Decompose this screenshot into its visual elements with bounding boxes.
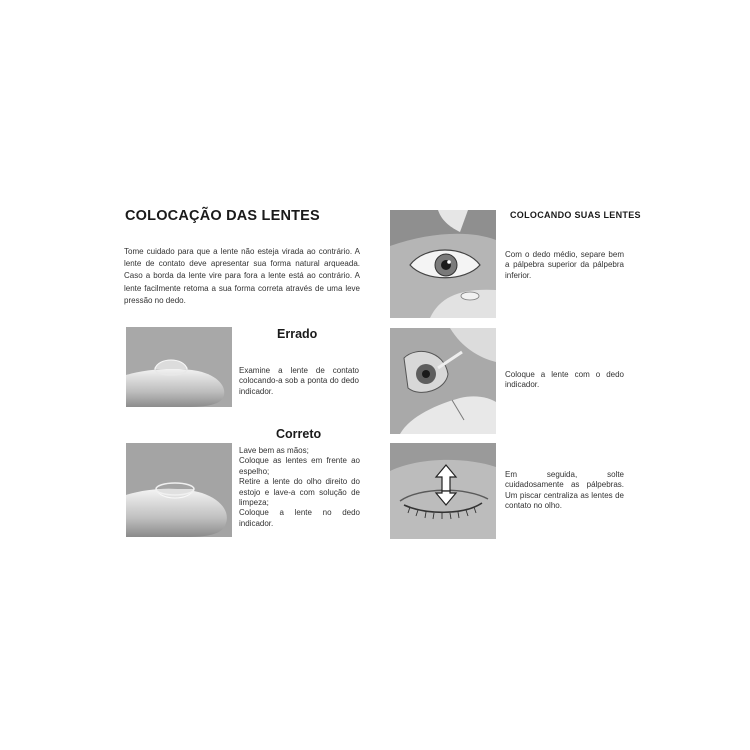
correct-step: Coloque as lentes em frente ao espelho;: [239, 456, 360, 476]
finger-illustration: [126, 443, 232, 537]
closed-eye-photo: [390, 443, 496, 539]
closed-eye-illustration: [390, 443, 496, 539]
correct-step: Retire a lente do olho direito do estojo e lave-a com solução de limpeza;: [239, 477, 360, 508]
step-2-text: Coloque a lente com o dedo indicador.: [505, 370, 624, 390]
section-title: COLOCANDO SUAS LENTES: [510, 210, 641, 220]
wrong-lens-photo: [126, 327, 232, 407]
insert-illustration: [390, 328, 496, 434]
step-1-text: Com o dedo médio, separe bem a pálpebra superior da pálpebra inferior.: [505, 250, 624, 280]
step-3-text: Em seguida, solte cuidadosamente as pálpebras. Um piscar centraliza as lentes de contato no olho.: [505, 470, 624, 511]
correct-step: Lave bem as mãos;: [239, 446, 309, 455]
correct-heading: Correto: [276, 427, 322, 441]
correct-step: Coloque a lente no dedo indicador.: [239, 508, 360, 528]
correct-lens-photo: [126, 443, 232, 537]
insert-lens-photo: [390, 328, 496, 434]
wrong-heading: Errado: [277, 327, 318, 341]
intro-paragraph: Tome cuidado para que a lente não esteja virada ao contrário. A lente de contato deve apresentar sua forma natural arqueada. Caso a borda da lente vire para fora a lente está ao contrário. A lente facilmente retoma a sua forma correta através de uma leve pressão no dedo.: [124, 247, 360, 305]
eye-illustration: [390, 210, 496, 318]
eye-open-photo: [390, 210, 496, 318]
page-title: COLOCAÇÃO DAS LENTES: [125, 208, 320, 224]
wrong-text: Examine a lente de contato colocando-a sob a ponta do dedo indicador.: [239, 366, 359, 396]
finger-illustration: [126, 327, 232, 407]
correct-steps: [239, 446, 360, 529]
